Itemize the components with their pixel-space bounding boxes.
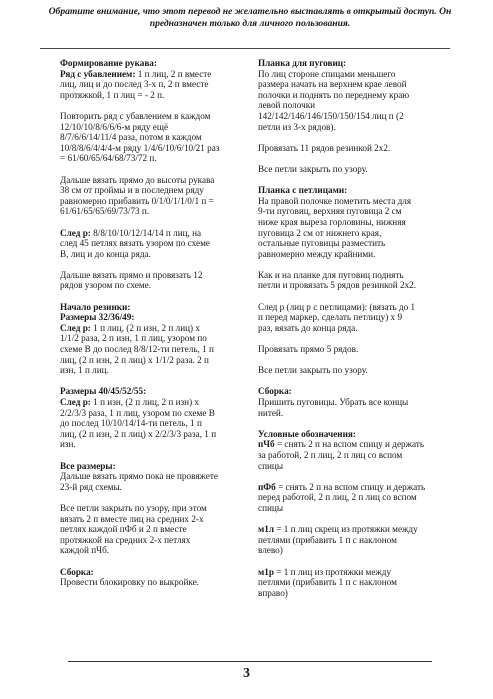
button-band-heading: Планка для пуговиц: [258, 58, 347, 68]
text-line: 38 см от проймы и в последнем ряду [60, 185, 204, 196]
text-line: петли и провязать 5 рядов резинкой 2х2. [258, 280, 417, 291]
text-line: до послед 10/10/14/14-ти петель, 1 п [60, 418, 202, 429]
text-line: На правой полочке пометить места для [258, 195, 412, 206]
sizes-2-section [60, 386, 246, 450]
legend-section [258, 429, 438, 471]
legend-item-1: пЧб = снять 2 п на вспом спицу и держать [258, 439, 425, 450]
text-line: перед работой, 2 п лиц, 2 п лиц со вспом [258, 492, 417, 503]
text-line: левой полочки [258, 100, 316, 111]
sizes-2-row-line: След р: 1 п изн, (2 п лиц, 2 п изн) х [60, 397, 200, 407]
text-line: след 45 петлях вязать узором по схеме [60, 238, 210, 249]
header-divider [40, 48, 450, 49]
text-line: петлями (прибавить 1 п с наклоном [258, 534, 397, 545]
text-line: 142/142/146/146/150/150/154 лиц п (2 [258, 110, 404, 121]
text-line: Повторить ряд с убавлением в каждом [60, 110, 211, 121]
text-line: Провязать прямо 5 рядов. [258, 344, 359, 355]
text-line: изн. [60, 439, 76, 450]
ribbing-heading: Начало резинки: [60, 301, 131, 312]
button-band-close-paragraph [258, 164, 438, 175]
text-line: 12/10/10/8/6/6/6-м ряду ещё [60, 121, 169, 132]
header-line-2: предназначен только для личного пользования. [149, 17, 351, 29]
text-line: 9-ти пуговиц, верхняя пуговица 2 см [258, 206, 402, 217]
text-line: Дальше вязать прямо до высоты рукава [60, 174, 215, 185]
text-line: нитей. [258, 407, 284, 418]
text-line: В, лиц и до конца ряда. [60, 248, 151, 259]
legend-item-4-block [258, 567, 438, 599]
text-line: 61/61/65/65/69/73/73 п. [60, 206, 150, 217]
text-line: раз, вязать до конца ряда. [258, 322, 358, 333]
text-line: вправо) [258, 587, 288, 598]
buttonhole-band-section [258, 185, 438, 259]
text-line: Все петли закрыть по узору. [258, 163, 368, 174]
text-line: изн, 1 п лиц. [60, 365, 109, 376]
footer-divider [68, 661, 432, 662]
text-line: равномерно прибавить 0/1/0/1/1/0/1 п = [60, 195, 214, 206]
buttonhole-close-paragraph [258, 365, 438, 376]
text-line: Пришить пуговицы. Убрать все концы [258, 397, 409, 407]
sizes-2-heading: Размеры 40/45/52/55: [60, 386, 147, 397]
text-line: Дальше вязать прямо пока не провяжете [60, 471, 218, 482]
close-paragraph [60, 503, 246, 556]
text-line: каждой пЧб. [60, 545, 110, 556]
text-line: остальные пуговицы разместить [258, 238, 386, 249]
right-assembly-heading: Сборка: [258, 386, 292, 397]
text-line: лиц, (2 п изн, 2 п лиц) х 2/2/3/3 раза, 1 п [60, 428, 217, 439]
page-number: 3 [243, 666, 250, 681]
further-paragraph [60, 175, 246, 217]
sizes-1-row-line: След р: 1 п лиц, (2 п изн, 2 п лиц) х [60, 322, 200, 333]
legend-item-4: м1р = 1 п лиц из протяжки между [258, 566, 392, 577]
button-band-section [258, 58, 438, 132]
legend-item-3-block [258, 524, 438, 556]
sleeve-shaping-heading: Формирование рукава: [60, 58, 157, 68]
text-line: пуговица 2 см от нижнего края, [258, 227, 382, 238]
legend-heading: Условные обозначения: [258, 428, 356, 439]
buttonhole-band-heading: Планка с петлицами: [258, 185, 348, 196]
text-line: 2/2/3/3 раза, 1 п лиц, узором по схеме В [60, 407, 215, 418]
text-line: По лиц стороне спицами меньшего [258, 68, 396, 79]
text-line: петли из 3-х рядов). [258, 121, 336, 132]
buttonhole-pickup-paragraph [258, 270, 438, 291]
button-band-rib-paragraph [258, 143, 438, 154]
text-line: ниже края выреза горловины, нижняя [258, 216, 406, 227]
text-line: вязать 2 п вместе лиц на средних 2-х [60, 513, 204, 524]
sizes-1-heading: Размеры 32/36/49: [60, 312, 135, 323]
text-line: петлях каждой пФб и 2 п вместе [60, 524, 187, 535]
text-line: Все петли закрыть по узору, при этом [60, 502, 207, 513]
text-line: протяжкой, 1 п лиц = - 2 п. [60, 89, 165, 100]
text-line: влево) [258, 545, 283, 556]
text-line: рядов узором по схеме. [60, 280, 152, 291]
repeat-paragraph [60, 111, 246, 164]
text-line: размера начать на верхнем крае левой [258, 79, 407, 90]
ribbing-section [60, 302, 246, 376]
straight-paragraph [60, 270, 246, 291]
right-assembly-section [258, 386, 438, 418]
text-line: Как и на планке для пуговиц поднять [258, 269, 404, 280]
buttonhole-straight-paragraph [258, 344, 438, 355]
left-column [60, 58, 246, 598]
text-line: протяжкой на средних 2-х петлях [60, 534, 191, 545]
text-line: 1/1/2 раза, 2 п изн, 1 п лиц, узором по [60, 333, 207, 344]
header-line-1: Обратите внимание, что этот перевод не желательно выставлять в открытый доступ. Он [48, 6, 452, 17]
left-assembly-heading: Сборка: [60, 566, 94, 577]
next-row-line: След р: 8/8/10/10/12/14/14 п лиц, на [60, 227, 202, 238]
right-column [258, 58, 438, 609]
text-line: Провести блокировку по выкройке. [60, 577, 199, 588]
legend-item-2: пФб = снять 2 п на вспом спицу и держать [258, 481, 426, 492]
page-header-notice [40, 6, 460, 29]
decrease-row-line: Ряд с убавлением: 1 п лиц, 2 п вместе [60, 68, 212, 79]
text-line: равномерно между крайними. [258, 248, 376, 259]
text-line: схеме В до послед 8/8/12-ти петель, 1 п [60, 344, 214, 355]
text-line: = 61/60/65/64/68/73/72 п. [60, 153, 157, 164]
all-sizes-section [60, 461, 246, 493]
text-line: Провязать 11 рядов резинкой 2х2. [258, 142, 391, 153]
text-line: Все петли закрыть по узору. [258, 365, 368, 376]
text-line: спицы [258, 460, 284, 471]
left-assembly-section [60, 567, 246, 588]
buttonhole-row-paragraph [258, 302, 438, 334]
all-sizes-heading: Все размеры: [60, 460, 116, 471]
legend-item-3: м1л = 1 п лиц скрещ из протяжки между [258, 524, 418, 535]
text-line: п перед маркер, сделать петлицу) х 9 [258, 312, 403, 323]
text-line: лиц, (2 п изн, 2 п лиц) х 1/1/2 раза. 2 п [60, 354, 209, 365]
text-line: петлями (прибавить 1 п с наклоном [258, 577, 397, 588]
sleeve-shaping-section [60, 58, 246, 100]
text-line: за работой, 2 п лиц, 2 п лиц со вспом [258, 449, 403, 460]
next-row-paragraph [60, 228, 246, 260]
text-line: 23-й ряд схемы. [60, 481, 122, 492]
text-line: 10/8/8/6/4/4/4-м ряду 1/4/6/10/6/10/21 раз [60, 142, 220, 153]
text-line: След р (лиц р с петлицами): (вязать до 1 [258, 301, 416, 312]
text-line: спицы [258, 502, 284, 513]
text-line: полочки и поднять по переднему краю [258, 89, 410, 100]
text-line: лиц, лиц и до послед 3-х п, 2 п вместе [60, 79, 209, 90]
legend-item-2-block [258, 482, 438, 514]
text-line: Дальше вязать прямо и провязать 12 [60, 269, 203, 280]
text-line: 8/7/6/6/14/11/4 раза, потом в каждом [60, 132, 202, 143]
